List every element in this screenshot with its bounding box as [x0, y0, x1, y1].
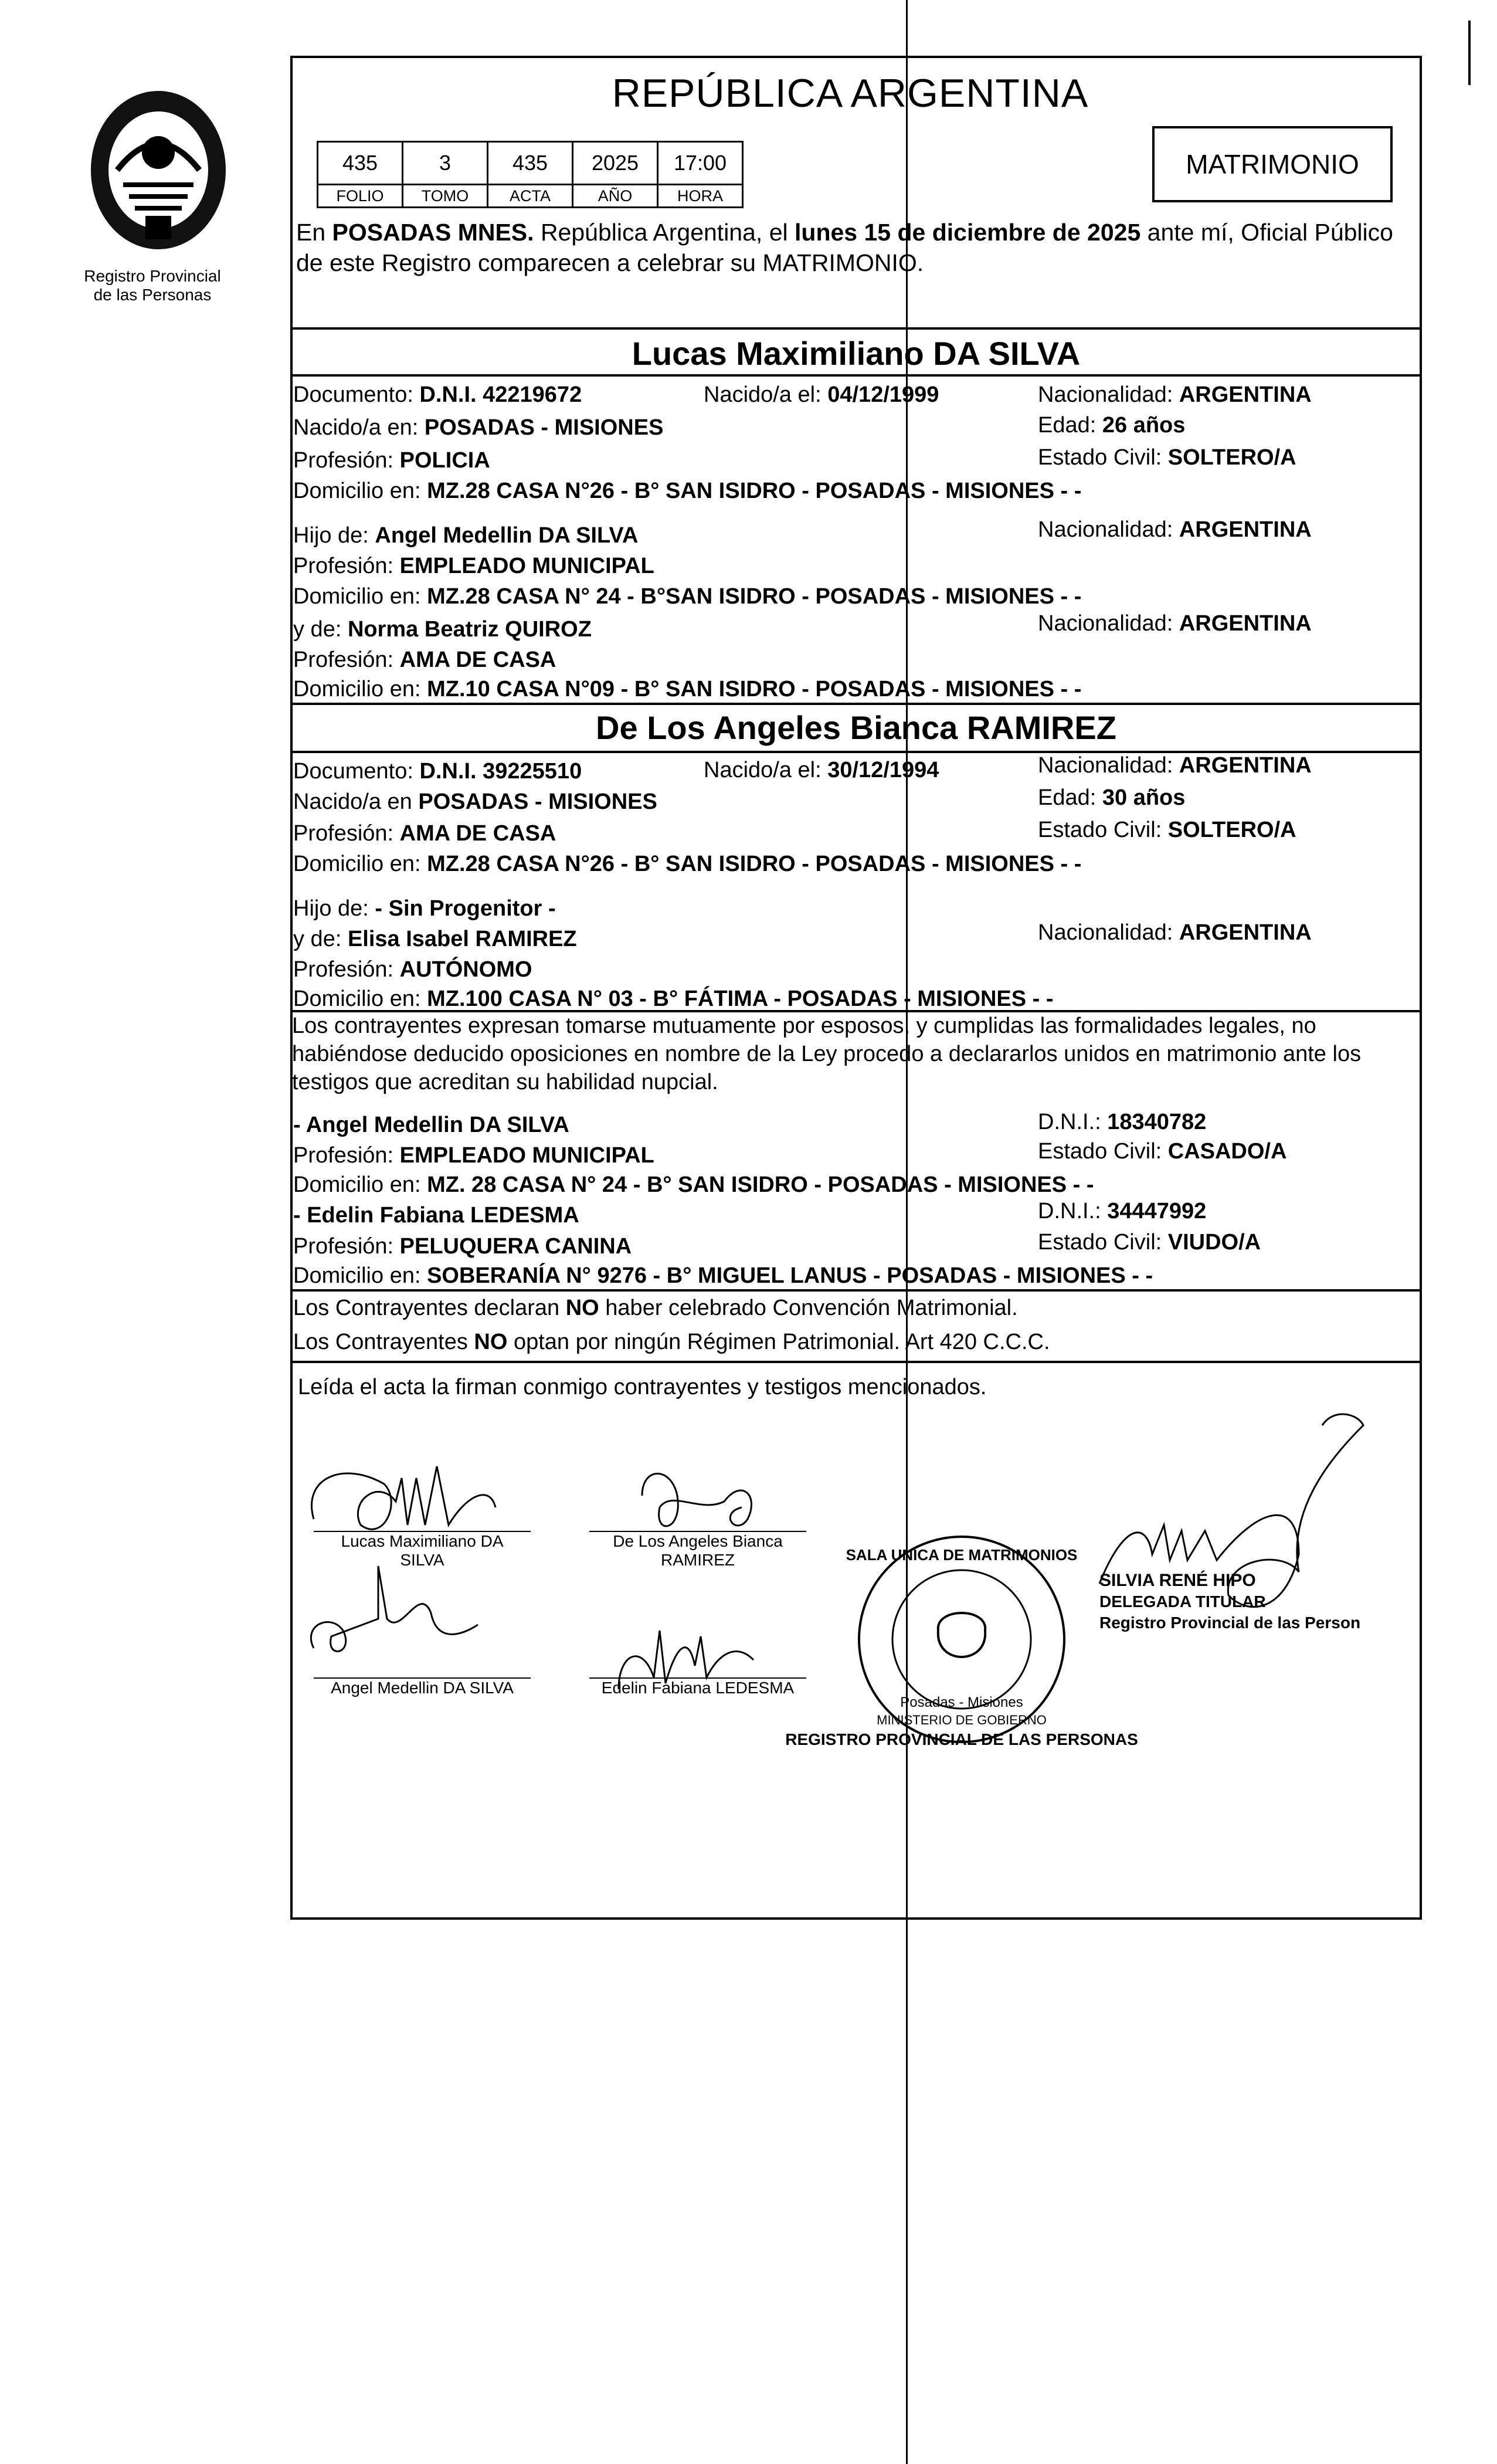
bride-profession: Profesión: AMA DE CASA [293, 821, 556, 846]
bride-address: Domicilio en: MZ.28 CASA N°26 - B° SAN ISIDRO - POSADAS - MISIONES - - [293, 852, 1082, 876]
groom-document: Documento: D.N.I. 42219672 [293, 382, 582, 407]
registry-logo [76, 82, 240, 264]
acta-label: ACTA [488, 185, 573, 208]
folio-label: FOLIO [318, 185, 403, 208]
groom-father-address: Domicilio en: MZ.28 CASA N° 24 - B°SAN ISIDRO - POSADAS - MISIONES - - [293, 584, 1082, 609]
witness-1-dni: D.N.I.: 18340782 [1038, 1110, 1207, 1134]
bride-signature [642, 1474, 751, 1527]
groom-age: Edad: 26 años [1038, 413, 1186, 438]
patrimonial-regime-statement: Los Contrayentes NO optan por ningún Régimen Patrimonial. Art 420 C.C.C. [293, 1330, 1050, 1354]
seal-place: Posadas - Misiones [900, 1694, 1023, 1710]
official-office: Registro Provincial de las Person [1099, 1614, 1361, 1632]
witness-2-name: - Edelin Fabiana LEDESMA [293, 1203, 579, 1228]
groom-birth-date: Nacido/a el: 04/12/1999 [704, 382, 939, 407]
groom-address: Domicilio en: MZ.28 CASA N°26 - B° SAN ISIDRO - POSADAS - MISIONES - - [293, 479, 1082, 503]
seal-bottom-text: MINISTERIO DE GOBIERNO [877, 1713, 1047, 1727]
hora-label: HORA [658, 185, 743, 208]
groom-father-nationality: Nacionalidad: ARGENTINA [1038, 517, 1312, 542]
bride-mother-profession: Profesión: AUTÓNOMO [293, 957, 532, 982]
groom-mother: y de: Norma Beatriz QUIROZ [293, 617, 592, 642]
groom-mother-profession: Profesión: AMA DE CASA [293, 648, 556, 672]
groom-name-header: Lucas Maximiliano DA SILVA [632, 335, 1081, 372]
acta-value: 435 [488, 142, 573, 185]
witness-1-address: Domicilio en: MZ. 28 CASA N° 24 - B° SAN ISIDRO - POSADAS - MISIONES - - [293, 1172, 1094, 1197]
document-title: REPÚBLICA ARGENTINA [612, 71, 1089, 116]
groom-father-profession: Profesión: EMPLEADO MUNICIPAL [293, 554, 654, 578]
scan-edge-mark [1468, 21, 1471, 85]
divider [290, 703, 1422, 705]
groom-signature-caption: Lucas Maximiliano DA SILVA [341, 1532, 504, 1569]
ano-label: AÑO [573, 185, 658, 208]
folio-value: 435 [318, 142, 403, 185]
official-name: SILVIA RENÉ HIPO [1099, 1571, 1256, 1590]
groom-nationality: Nacionalidad: ARGENTINA [1038, 382, 1312, 407]
groom-civil-status: Estado Civil: SOLTERO/A [1038, 445, 1296, 470]
registry-name: Registro Provincial de las Personas [84, 267, 221, 304]
witness-1-civil-status: Estado Civil: CASADO/A [1038, 1139, 1287, 1164]
bride-birth-date: Nacido/a el: 30/12/1994 [704, 758, 939, 782]
declaration-text: Los contrayentes expresan tomarse mutuamente por esposos, y cumplidas las formalidades legales, no habiéndose deducido oposiciones en nombre de la Ley procedo a declararlos unidos en matrimonio ante los testigos que acreditan su habilidad nupcial. [292, 1014, 1362, 1094]
official-role: DELEGADA TITULAR [1099, 1592, 1266, 1611]
record-type-box [1152, 126, 1393, 202]
divider [290, 1289, 1422, 1292]
witness-1-profession: Profesión: EMPLEADO MUNICIPAL [293, 1143, 654, 1168]
bride-mother: y de: Elisa Isabel RAMIREZ [293, 927, 577, 951]
witness-1-name: - Angel Medellin DA SILVA [293, 1113, 569, 1137]
witness-2-dni: D.N.I.: 34447992 [1038, 1199, 1207, 1223]
groom-father: Hijo de: Angel Medellin DA SILVA [293, 523, 639, 548]
witness-1-signature [311, 1566, 478, 1651]
witness-2-signature-caption: Edelin Fabiana LEDESMA [601, 1679, 795, 1697]
witness-2-address: Domicilio en: SOBERANÍA N° 9276 - B° MIGUEL LANUS - POSADAS - MISIONES - - [293, 1263, 1153, 1288]
seal-inner-text: SALA UNICA DE MATRIMONIOS [846, 1546, 1078, 1564]
convention-statement: Los Contrayentes declaran NO haber celebrado Convención Matrimonial. [293, 1296, 1018, 1320]
groom-mother-nationality: Nacionalidad: ARGENTINA [1038, 611, 1312, 636]
intro-paragraph: En POSADAS MNES. República Argentina, el lunes 15 de diciembre de 2025 ante mí, Oficial Público de este Registro comparecen a celebrar su MATRIMONIO. [296, 219, 1393, 276]
groom-mother-address: Domicilio en: MZ.10 CASA N°09 - B° SAN ISIDRO - POSADAS - MISIONES - - [293, 677, 1082, 701]
bride-mother-nationality: Nacionalidad: ARGENTINA [1038, 920, 1312, 945]
hora-value: 17:00 [658, 142, 743, 185]
divider [290, 374, 1422, 377]
witness-1-signature-caption: Angel Medellin DA SILVA [331, 1679, 514, 1697]
divider [290, 327, 1422, 330]
groom-profession: Profesión: POLICIA [293, 448, 490, 473]
fold-line [906, 0, 908, 2464]
registry-fields-table [317, 141, 744, 208]
groom-birthplace: Nacido/a en: POSADAS - MISIONES [293, 415, 664, 440]
bride-mother-address: Domicilio en: MZ.100 CASA N° 03 - B° FÁTIMA - POSADAS - MISIONES - - [293, 987, 1054, 1011]
bride-father: Hijo de: - Sin Progenitor - [293, 896, 556, 921]
signatures-area [290, 1361, 1422, 1918]
witness-2-civil-status: Estado Civil: VIUDO/A [1038, 1230, 1261, 1255]
tomo-value: 3 [403, 142, 488, 185]
bride-civil-status: Estado Civil: SOLTERO/A [1038, 818, 1296, 842]
bride-document: Documento: D.N.I. 39225510 [293, 759, 582, 784]
ano-value: 2025 [573, 142, 658, 185]
closing-statement: Leída el acta la firman conmigo contrayentes y testigos mencionados. [298, 1375, 987, 1399]
official-seal-ring [859, 1537, 1064, 1742]
record-type: MATRIMONIO [1186, 149, 1359, 179]
bride-nationality: Nacionalidad: ARGENTINA [1038, 753, 1312, 778]
bride-age: Edad: 30 años [1038, 785, 1186, 810]
groom-signature [312, 1466, 495, 1529]
seal-ring-text: REGISTRO PROVINCIAL DE LAS PERSONAS [785, 1730, 1138, 1748]
bride-birthplace: Nacido/a en POSADAS - MISIONES [293, 789, 657, 814]
bride-name-header: De Los Angeles Bianca RAMIREZ [596, 709, 1116, 746]
tomo-label: TOMO [403, 185, 488, 208]
bride-signature-caption: De Los Angeles Bianca RAMIREZ [613, 1532, 783, 1569]
witness-2-profession: Profesión: PELUQUERA CANINA [293, 1234, 632, 1259]
